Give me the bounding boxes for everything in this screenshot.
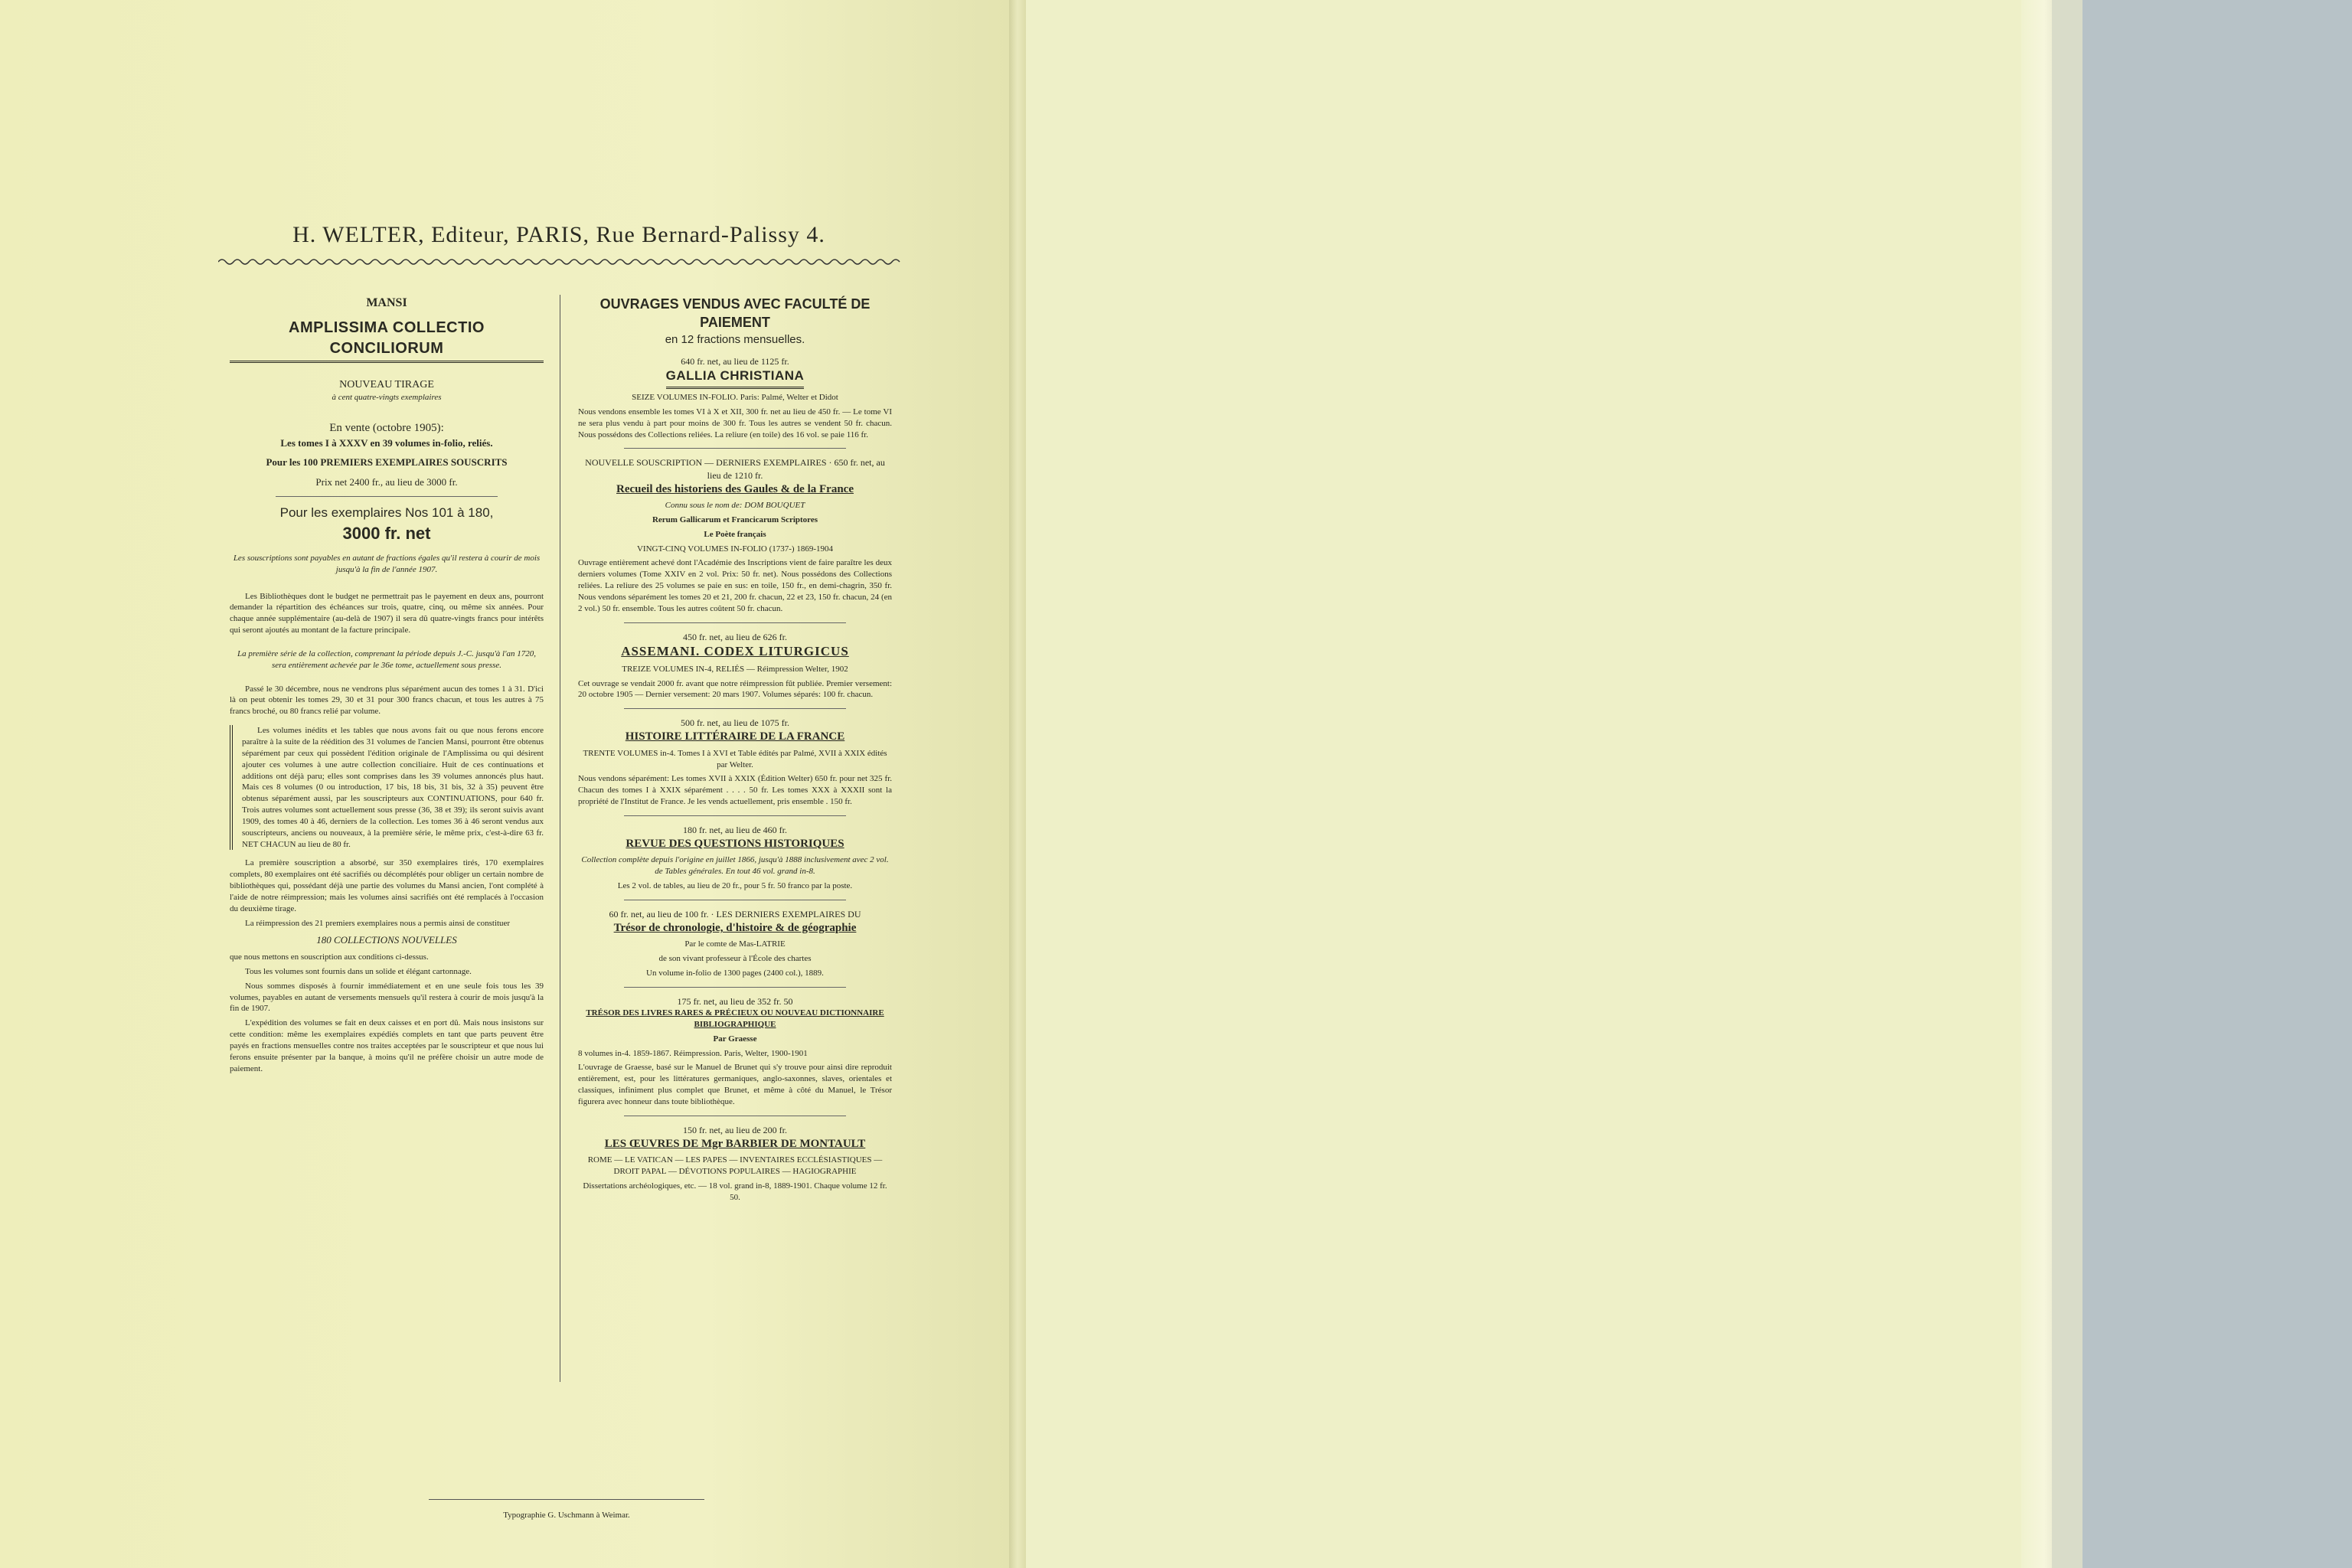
divider xyxy=(624,815,846,816)
exemplaires-price: 3000 fr. net xyxy=(342,524,431,544)
boxed-notice xyxy=(230,725,544,850)
item-price: 175 fr. net, au lieu de 352 fr. 50 xyxy=(677,995,793,1007)
background-card-edge xyxy=(2052,0,2082,1568)
souscriptions-text: Les souscriptions sont payables en autant de fractions égales qu'il restera à courir de mois jusqu'à la fin de l'année 1907. xyxy=(233,553,541,574)
right-title: OUVRAGES VENDUS AVEC FACULTÉ DE PAIEMENT xyxy=(599,296,871,331)
item-line: Nous vendons séparément: Les tomes XVII à XXIX (Édition Welter) 650 fr. pour net 325 fr. Chacun des tomes I à XXIX séparément . . . . 50 fr. Les tomes XXX à XXXII sont la propriété de l'Institut de France. Je les vends actuellement, pris ensemble . 150 fr. xyxy=(578,774,892,807)
boxed-text: Les volumes inédits et les tables que nous avons fait ou que nous ferons encore paraître à la suite de la réédition des 31 volumes de l'ancien Mansi, pourront être obtenus séparément par ceux qui possèdent l'édition originale de l'Amplissima ou qui désirent ajouter ces volumes à une autre collection conciliaire. Huit de ces continuations et additions ont déjà paru; elles sont comprises dans les 39 volumes annoncés plus haut. Mais ces 8 volumes (0 ou introduction, 17 bis, 18 bis, 31 bis, 32 à 35) peuvent être obtenus séparément aussi, par les souscripteurs aux CONTINUATIONS, pour 640 fr. Trois autres volumes sont actuellement sous presse (36, 38 et 39); ils seront suivis avant 1909, des tomes 40 à 46, derniers de la collection. Les tomes 36 à 46 seront vendus aux souscripteurs, anciens ou nouveaux, à la première série, le même prix, c'est-à-dire 63 fr. NET CHACUN au lieu de 80 fr. xyxy=(242,726,544,849)
premiere-serie-text: La première série de la collection, comprenant la période depuis J.-C. jusqu'à l'an 1720, sera entièrement achevée par le 36e tome, actuellement sous presse. xyxy=(237,648,536,670)
item-title: ASSEMANI. CODEX LITURGICUS xyxy=(621,643,849,658)
expedition-text: L'expédition des volumes se fait en deux caisses et en port dû. Mais nous insistons sur cette condition: même les exemplaires expédiés complets en tant que parts peuvent être payés en fractions mensuelles contre nos traites acceptées par le souscripteur et que nous lui ferons ensuite présenter par la banque, à moins qu'il ne préfère choisir un autre mode de paiement. xyxy=(230,1018,544,1073)
prix-label: Prix net 2400 fr., au lieu de 3000 fr. xyxy=(315,475,458,488)
item-price: 500 fr. net, au lieu de 1075 fr. xyxy=(681,717,789,729)
tirage-sub: à cent quatre-vingts exemplaires xyxy=(332,393,442,403)
item-line: Nous vendons ensemble les tomes VI à X et XII, 300 fr. net au lieu de 450 fr. — Le tome VI ne sera plus vendu à part pour moins de 300 fr. Tous les autres se vendent 50 fr. chacun. Nous possédons des Collections reliées. La reliure (en toile) des 16 vol. se paie 116 fr. xyxy=(578,407,892,439)
item-line: ROME — LE VATICAN — LES PAPES — INVENTAIRES ECCLÉSIASTIQUES — DROIT PAPAL — DÉVOTIONS POPULAIRES — HAGIOGRAPHIE xyxy=(587,1155,883,1177)
passe-text: Passé le 30 décembre, nous ne vendrons plus séparément aucun des tomes 1 à 31. D'ici là on peut obtenir les tomes 29, 30 et 31 pour 300 francs chacun, et tous les autres à 75 francs broché, ou 80 francs relié par volume. xyxy=(230,684,544,717)
item-line: 8 volumes in-4. 1859-1867. Réimpression. Paris, Welter, 1900-1901 xyxy=(578,1048,808,1058)
exemplaires-line1: Pour les exemplaires Nos 101 à 180, xyxy=(279,505,494,521)
item-line: Ouvrage entièrement achevé dont l'Académie des Inscriptions vient de faire paraître les deux derniers volumes (Tome XXIV en 2 vol. Prix: 50 fr. net). Nous possédons des Collections reliées. La reliure des 25 volumes se paie en sus: en toile, 150 fr., en demi-chagrin, 350 fr. Nous vendons séparément les tomes 20 et 21, 200 fr. chacun, 22 et 23, 150 fr. chacun, 24 (en 2 vol.) 50 fr. ensemble. Tous les autres coûtent 50 fr. chacun. xyxy=(578,558,892,613)
item-price: 180 fr. net, au lieu de 460 fr. xyxy=(683,824,787,835)
item-title: Trésor de chronologie, d'histoire & de géographie xyxy=(613,922,857,935)
item-title: Recueil des historiens des Gaules & de la France xyxy=(616,482,854,495)
item-line: Connu sous le nom de: DOM BOUQUET xyxy=(665,500,805,510)
catalog-item xyxy=(578,456,892,614)
publisher-header: H. WELTER, Editeur, PARIS, Rue Bernard-Palissy 4. xyxy=(292,222,825,247)
printer-footer: Typographie G. Uschmann à Weimar. xyxy=(429,1499,704,1520)
catalog-item xyxy=(578,355,892,441)
tomes-label: Les tomes I à XXXV en 39 volumes in-folio, reliés. xyxy=(280,436,493,449)
divider xyxy=(624,622,846,623)
bibliotheques-text: Les Bibliothèques dont le budget ne permettrait pas le payement en deux ans, pourront demander la répartition des échéances sur trois, quatre, cinq, ou même six années. Pour chaque année supplémentaire (au-delà de 1907) il sera dû quatre-vingts francs pour intérêts qui seront ajoutés au montant de la facture principale. xyxy=(230,591,544,635)
item-line: Collection complète depuis l'origine en juillet 1866, jusqu'à 1888 inclusivement avec 2 vol. de Tables générales. En tout 46 vol. grand in-8. xyxy=(581,855,889,877)
item-price: 60 fr. net, au lieu de 100 fr. · LES DERNIERS EXEMPLAIRES DU xyxy=(609,908,861,920)
catalog-item xyxy=(578,631,892,701)
wavy-rule xyxy=(218,256,903,267)
book-gutter xyxy=(1009,0,1026,1568)
item-line: Cet ouvrage se vendait 2000 fr. avant que notre réimpression fût publiée. Premier versement: 20 octobre 1905 — Dernier versement: 20 mars 1907. Volumes séparés: 100 fr. chacun. xyxy=(578,678,892,700)
divider xyxy=(624,448,846,449)
item-title: LES ŒUVRES DE Mgr BARBIER DE MONTAULT xyxy=(604,1137,866,1150)
mansi-label: MANSI xyxy=(366,296,407,309)
catalog-item xyxy=(578,1124,892,1204)
collectio-title: AMPLISSIMA COLLECTIO CONCILIORUM xyxy=(230,318,544,363)
item-price: 450 fr. net, au lieu de 626 fr. xyxy=(683,631,787,642)
item-line: TREIZE VOLUMES IN-4, RELIÉS — Réimpression Welter, 1902 xyxy=(622,664,848,674)
catalog-item xyxy=(578,995,892,1108)
right-column xyxy=(578,295,892,1207)
item-price: 640 fr. net, au lieu de 1125 fr. xyxy=(681,355,789,367)
volumes-fournis-text: Tous les volumes sont fournis dans un solide et élégant cartonnage. xyxy=(245,966,472,976)
item-price: NOUVELLE SOUSCRIPTION — DERNIERS EXEMPLAIRES · 650 fr. net, au lieu de 1210 fr. xyxy=(585,457,885,481)
item-line: Rerum Gallicarum et Francicarum Scriptores xyxy=(652,514,818,524)
item-line: SEIZE VOLUMES IN-FOLIO. Paris: Palmé, Welter et Didot xyxy=(632,392,838,402)
item-line: Un volume in-folio de 1300 pages (2400 col.), 1889. xyxy=(646,968,824,978)
divider xyxy=(624,708,846,709)
item-line: Les 2 vol. de tables, au lieu de 20 fr., pour 5 fr. 50 franco par la poste. xyxy=(617,881,853,890)
collections-label: 180 COLLECTIONS NOUVELLES xyxy=(316,934,457,946)
item-price: 150 fr. net, au lieu de 200 fr. xyxy=(683,1124,787,1135)
premiere-souscription-text: La première souscription a absorbé, sur 350 exemplaires tirés, 170 exemplaires complets, 80 exemplaires ont été sacrifiés ou décomplétés pour obliger un certain nombre de bibliothèques qui, possédant déjà une partie des volumes du Mansi ancien, l'ont complété à l'aide de notre réimpression; mais les volumes ainsi sacrifiés ont été remplacés à l'occasion du deuxième tirage. xyxy=(230,858,544,913)
disposes-text: Nous sommes disposés à fournir immédiatement et en une seule fois tous les 39 volumes, payables en autant de versements mensuels qu'il restera à courir de mois jusqu'à la fin de 1907. xyxy=(230,981,544,1014)
mettons-text: que nous mettons en souscription aux conditions ci-dessus. xyxy=(230,952,429,962)
tirage-label: NOUVEAU TIRAGE xyxy=(339,378,434,390)
item-line: VINGT-CINQ VOLUMES IN-FOLIO (1737-) 1869-1904 xyxy=(636,544,834,554)
item-line: Par le comte de Mas-LATRIE xyxy=(684,939,786,949)
vente-label: En vente (octobre 1905): xyxy=(329,422,444,435)
item-line: de son vivant professeur à l'École des chartes xyxy=(658,954,812,964)
divider xyxy=(276,496,498,497)
right-subtitle: en 12 fractions mensuelles. xyxy=(665,332,805,346)
item-line: Le Poète français xyxy=(704,529,766,539)
item-title: TRÉSOR DES LIVRES RARES & PRÉCIEUX OU NOUVEAU DICTIONNAIRE BIBLIOGRAPHIQUE xyxy=(586,1008,884,1029)
item-title: GALLIA CHRISTIANA xyxy=(666,368,805,389)
item-title: HISTOIRE LITTÉRAIRE DE LA FRANCE xyxy=(625,730,845,743)
divider xyxy=(624,987,846,988)
reimpression-text: La réimpression des 21 premiers exemplaires nous a permis ainsi de constituer xyxy=(245,918,511,928)
premiers-label: Pour les 100 PREMIERS EXEMPLAIRES SOUSCRITS xyxy=(266,456,508,469)
item-line: Par Graesse xyxy=(713,1034,757,1044)
item-title: REVUE DES QUESTIONS HISTORIQUES xyxy=(626,838,844,851)
item-line: Dissertations archéologiques, etc. — 18 vol. grand in-8, 1889-1901. Chaque volume 12 fr. 50. xyxy=(583,1181,887,1202)
left-column xyxy=(230,295,544,1077)
catalog-item xyxy=(578,824,892,892)
right-page-blank xyxy=(1026,0,2052,1568)
catalog-item xyxy=(578,717,892,808)
item-line: TRENTE VOLUMES in-4. Tomes I à XVI et Table édités par Palmé, XVII à XXIX édités par Welter. xyxy=(583,748,887,769)
catalog-item xyxy=(578,908,892,979)
item-line: L'ouvrage de Graesse, basé sur le Manuel de Brunet qui s'y trouve pour ainsi dire reproduit entièrement, est, pour les littératures germaniques, anglo-saxonnes, slaves, orientales et classiques, infiniment plus complet que Brunet, et même à côté du Manuel, le Trésor figurera avec honneur dans toute bibliothèque. xyxy=(578,1063,892,1106)
